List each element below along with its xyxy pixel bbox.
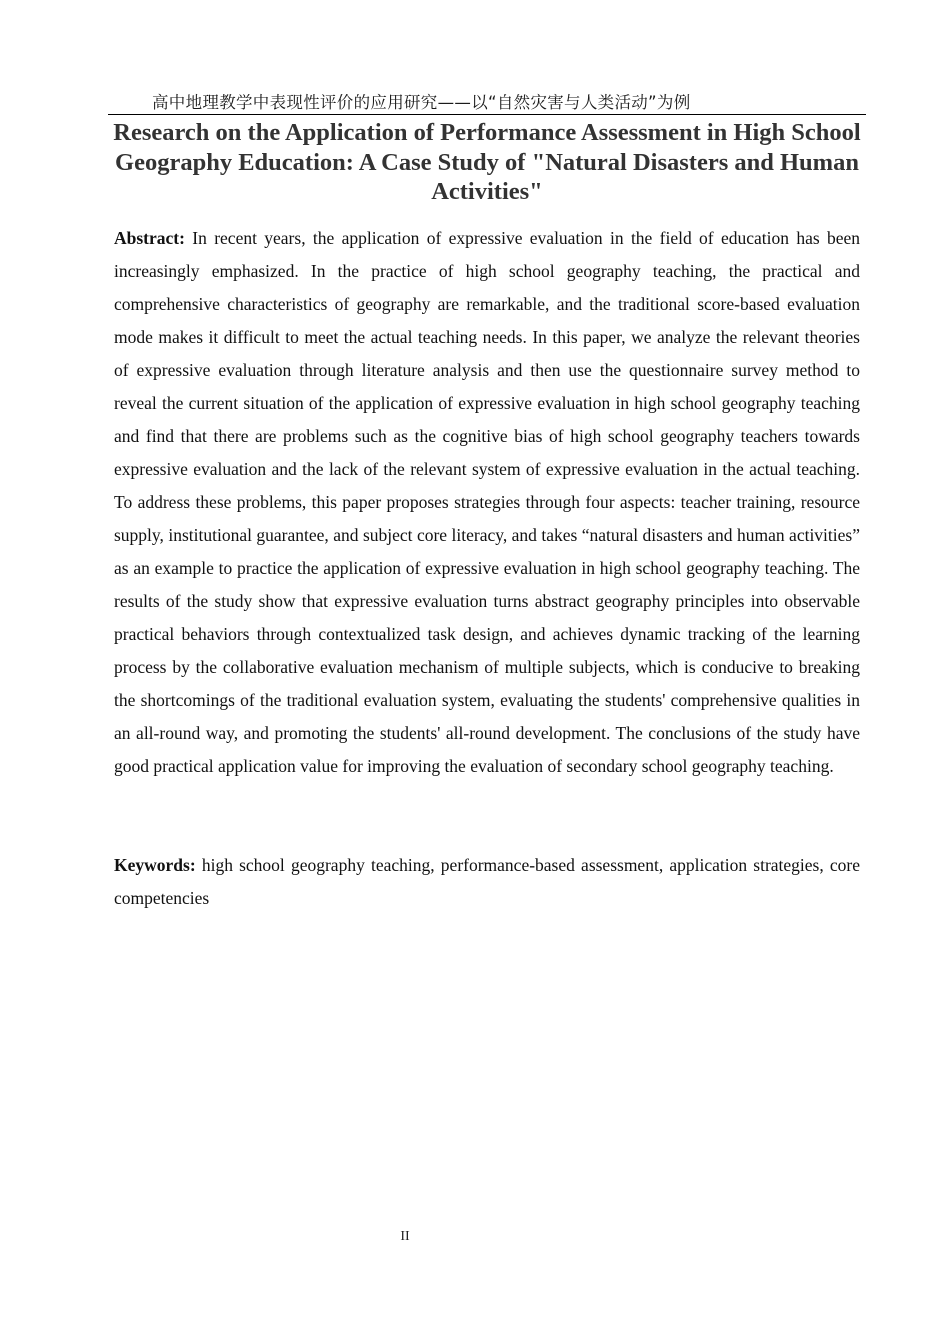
running-header (108, 92, 866, 115)
page-number: II (400, 1229, 410, 1244)
keywords-paragraph (114, 849, 860, 915)
running-header-title: 高中地理教学中表现性评价的应用研究——以“自然灾害与人类活动”为例 (152, 93, 691, 112)
abstract-paragraph (114, 222, 860, 783)
keywords-text: high school geography teaching, performance-based assessment, application strategies, core competencies (114, 855, 861, 908)
abstract-label: Abstract: (114, 228, 185, 248)
keywords-label: Keywords: (114, 855, 196, 875)
paper-title: Research on the Application of Performance Assessment in High School Geography Education: A Case Study of "Natural Disasters and Human Activities" (113, 119, 861, 205)
abstract-text: In recent years, the application of expressive evaluation in the field of education has been increasingly emphasized. In the practice of high school geography teaching, the practical and comprehensive characteristics of geography are remarkable, and the traditional score-based evaluation mode makes it difficult to meet the actual teaching needs. In this paper, we analyze the relevant theories of expressive evaluation through literature analysis and then use the questionnaire survey method to reveal the current situation of the application of expressive evaluation in high school geography teaching and find that there are problems such as the cognitive bias of high school geography teachers towards expressive evaluation and the lack of the relevant system of expressive evaluation in the actual teaching. To address these problems, this paper proposes strategies through four aspects: teacher training, resource supply, institutional guarantee, and subject core literacy, and takes “natural disasters and human activities” as an example to practice the application of expressive evaluation in high school geography teaching. The results of the study show that expressive evaluation turns abstract geography principles into observable practical behaviors through contextualized task design, and achieves dynamic tracking of the learning process by the collaborative evaluation mechanism of multiple subjects, which is conducive to breaking the shortcomings of the traditional evaluation system, evaluating the students' comprehensive qualities in an all-round way, and promoting the students' all-round development. The conclusions of the study have good practical application value for improving the evaluation of secondary school geography teaching. (114, 228, 861, 776)
